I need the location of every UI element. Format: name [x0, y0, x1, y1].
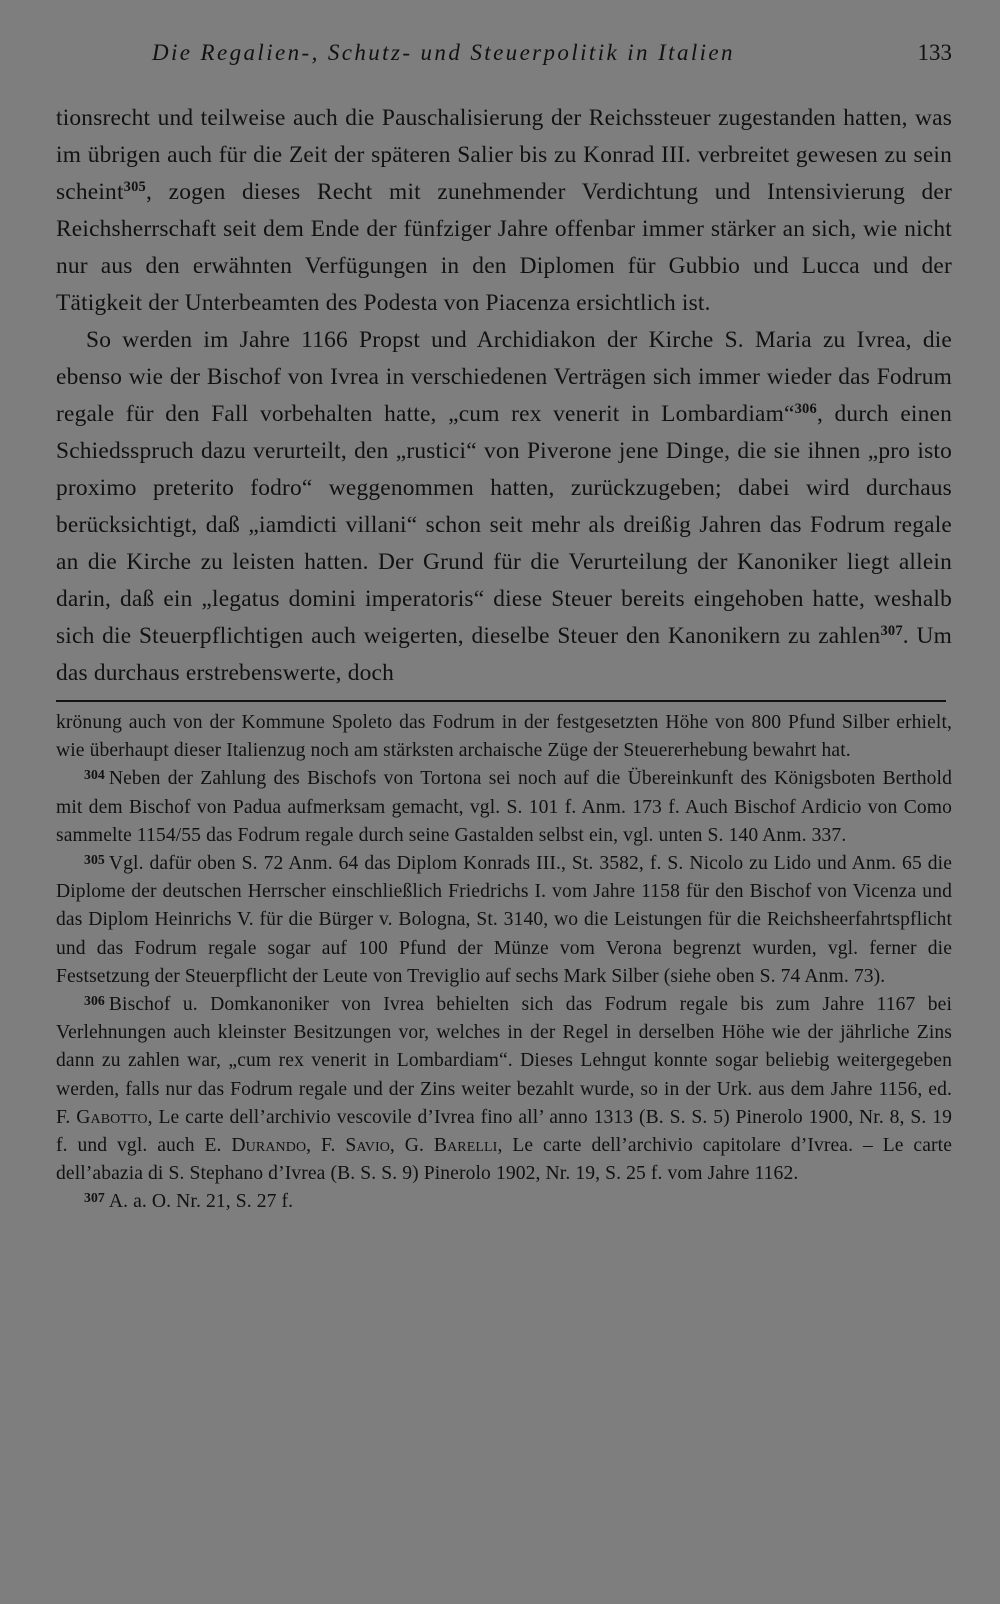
paragraph-2 — [56, 322, 952, 692]
footnote-305 — [56, 850, 952, 991]
running-head: Die Regalien-, Schutz- und Steuerpolitik in Italien — [152, 40, 735, 65]
footnote-number: 305 — [84, 851, 105, 867]
paragraph-2-text-b: , durch einen Schiedsspruch dazu verurteilt, den „rustici“ von Piverone jene Dinge, die sie ihnen „pro isto proximo preterito fodro“ weggenommen hatten, zurückzugeben; dabei wird durchaus berücksichtigt, daß „iamdicti villani“ schon seit mehr als dreißig Jahren das Fodrum regale an die Kirche zu leisten hatten. Der Grund für die Verurteilung der Kanoniker liegt allein darin, daß ein „legatus domini imperatoris“ diese Steuer bereits eingehoben hatte, weshalb sich die Steuerpflichtigen auch weigerten, dieselbe Steuer den Kanonikern zu zahlen — [56, 401, 952, 649]
footnote-number: 307 — [84, 1189, 105, 1205]
footnote-text: Neben der Zahlung des Bischofs von Tortona sei noch auf die Übereinkunft des Königsboten Berthold mit dem Bischof von Padua aufmerksam gemacht, vgl. S. 101 f. Anm. 173 f. Auch Bischof Ardicio von Como sammelte 1154/55 das Fodrum regale durch seine Gastalden selbst ein, vgl. unten S. 140 Anm. 337. — [56, 768, 952, 846]
body-text — [56, 100, 952, 692]
paragraph-1 — [56, 100, 952, 322]
footnote-307 — [56, 1188, 952, 1216]
paragraph-2-text-c: . Um das durchaus erstrebenswerte, doch — [56, 623, 952, 686]
page-number: 133 — [917, 40, 952, 65]
footnote-text: Vgl. dafür oben S. 72 Anm. 64 das Diplom Konrads III., St. 3582, f. S. Nicolo zu Lido und Anm. 65 die Diplome der deutschen Herrscher einschließlich Friedrichs I. vom Jahre 1158 für den Bischof von Vicenza und das Diplom Heinrichs V. für die Bürger v. Bologna, St. 3140, wo die Leistungen für die Reichsheerfahrtspflicht und das Fodrum regale sogar auf 100 Pfund der Münze vom Verona begrenzt wurden, vgl. ferner die Festsetzung der Steuerpflicht der Leute von Treviglio auf sechs Mark Silber (siehe oben S. 74 Anm. 73). — [56, 853, 952, 987]
footnote-separator — [56, 700, 946, 702]
paragraph-1-text-b: , zogen dieses Recht mit zunehmender Verdichtung und Intensivierung der Reichsherrschaft seit dem Ende der fünfziger Jahre offenbar immer stärker an sich, wie nicht nur aus den erwähnten Verfügungen in den Diplomen für Gubbio und Lucca und der Tätigkeit der Unterbeamten des Podesta von Piacenza ersichtlich ist. — [56, 179, 952, 316]
footnote-text: A. a. O. Nr. 21, S. 27 f. — [108, 1191, 294, 1213]
footnote-text: , F. — [306, 1135, 346, 1157]
author-name: Barelli — [433, 1135, 498, 1157]
page-header — [56, 36, 952, 76]
author-name: Durando — [231, 1135, 307, 1157]
author-name: Savio — [345, 1135, 390, 1157]
footnote-text: Bischof u. Domkanoniker von Ivrea behielten sich das Fodrum regale bis zum Jahre 1167 bei Verlehnungen auch kleinster Besitzungen vor, welches in der Regel in derselben Höhe wie der jährliche Zins dann zu zahlen war, „cum rex venerit in Lombardiam“. Dieses Lehngut konnte sogar beliebig weitergegeben werden, falls nur das Fodrum regale und der Zins weiter bezahlt wurde, so in der Urk. aus dem Jahre 1156, ed. F. — [56, 994, 952, 1128]
book-page — [56, 36, 952, 1217]
footnote-text: , Le carte dell’archivio capitolare d’Ivrea. – Le carte dell’abazia di S. Stephano d’Ivrea (B. S. S. 9) Pinerolo 1902, Nr. 19, S. 25 f. vom Jahre 1162. — [56, 1135, 952, 1185]
footnote-number: 304 — [84, 766, 105, 782]
author-name: Gabotto — [76, 1106, 148, 1128]
footnote-number: 306 — [84, 992, 105, 1008]
footnote-text: , Le carte dell’archivio vescovile d’Ivrea fino all’ anno 1313 (B. S. S. 5) Pinerolo 1900, Nr. 8, S. 19 f. und vgl. auch E. — [56, 1106, 952, 1157]
footnote-ref-306: 306 — [794, 401, 817, 418]
footnote-ref-307: 307 — [880, 623, 903, 640]
paragraph-1-text-a: tionsrecht und teilweise auch die Pauschalisierung der Reichssteuer zugestanden hatten, was im übrigen auch für die Zeit der späteren Salier bis zu Konrad III. verbreitet gewesen zu sein scheint — [56, 105, 952, 205]
footnote-304 — [56, 765, 952, 850]
footnotes — [56, 709, 952, 1217]
paragraph-2-text-a: So werden im Jahre 1166 Propst und Archidiakon der Kirche S. Maria zu Ivrea, die ebenso wie der Bischof von Ivrea in verschiedenen Verträgen sich immer wieder das Fodrum regale für den Fall vorbehalten hatte, „cum rex venerit in Lombardiam“ — [56, 327, 952, 427]
footnote-continuation: krönung auch von der Kommune Spoleto das Fodrum in der festgesetzten Höhe von 800 Pfund Silber erhielt, wie überhaupt dieser Italienzug noch am stärksten archaische Züge der Steuererhebung bewahrt hat. — [56, 712, 952, 762]
footnote-306 — [56, 991, 952, 1188]
footnote-ref-305: 305 — [123, 179, 147, 196]
footnote-text: , G. — [389, 1135, 434, 1157]
